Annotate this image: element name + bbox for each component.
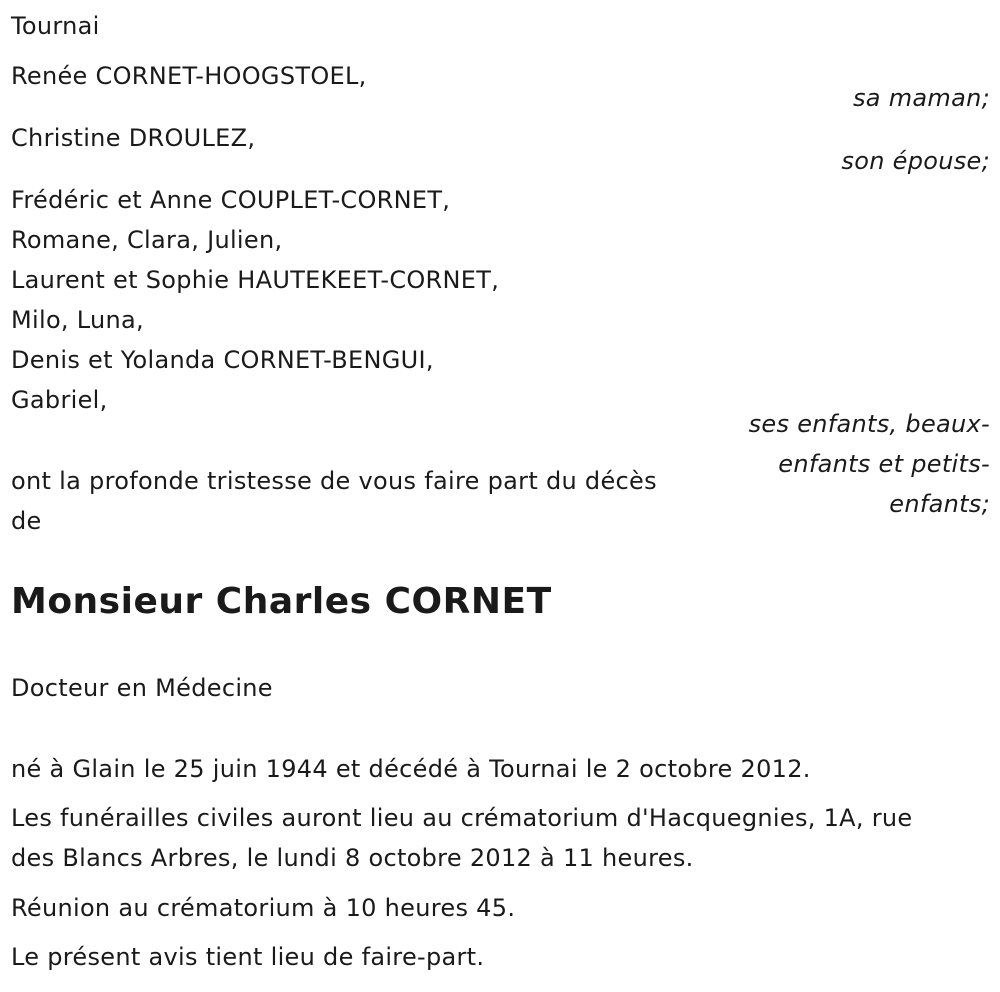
funeral-line: Les funérailles civiles auront lieu au crématorium d'Hacquegnies, 1A, rue: [11, 804, 913, 832]
child-line: Laurent et Sophie HAUTEKEET-CORNET,: [11, 266, 500, 294]
family-member-spouse: Christine DROULEZ,: [11, 124, 256, 152]
deceased-name: Monsieur Charles CORNET: [11, 581, 552, 622]
relation-children-line: ses enfants, beaux-: [748, 410, 990, 438]
funeral-info: [11, 798, 913, 878]
child-line: Milo, Luna,: [11, 306, 144, 334]
relation-children-line: enfants;: [889, 490, 990, 518]
announcement: [11, 461, 657, 541]
notice-text: Le présent avis tient lieu de faire-part.: [11, 943, 485, 971]
relation-children-line: enfants et petits-: [778, 450, 990, 478]
announcement-line: de: [11, 507, 42, 535]
meeting-info: Réunion au crématorium à 10 heures 45.: [11, 894, 516, 922]
children-list: [11, 180, 499, 420]
relation-spouse: son épouse;: [841, 147, 990, 175]
relation-children: [749, 404, 990, 524]
child-line: Frédéric et Anne COUPLET-CORNET,: [11, 186, 451, 214]
announcement-line: ont la profonde tristesse de vous faire part du décès: [11, 467, 657, 495]
profession: Docteur en Médecine: [11, 674, 273, 702]
relation-mother: sa maman;: [852, 84, 990, 112]
funeral-line: des Blancs Arbres, le lundi 8 octobre 2012 à 11 heures.: [11, 844, 694, 872]
child-line: Romane, Clara, Julien,: [11, 226, 283, 254]
place-heading: Tournai: [11, 12, 100, 40]
child-line: Gabriel,: [11, 386, 108, 414]
child-line: Denis et Yolanda CORNET-BENGUI,: [11, 346, 434, 374]
family-member-mother: Renée CORNET-HOOGSTOEL,: [11, 62, 367, 90]
birth-death: né à Glain le 25 juin 1944 et décédé à Tournai le 2 octobre 2012.: [11, 755, 811, 783]
